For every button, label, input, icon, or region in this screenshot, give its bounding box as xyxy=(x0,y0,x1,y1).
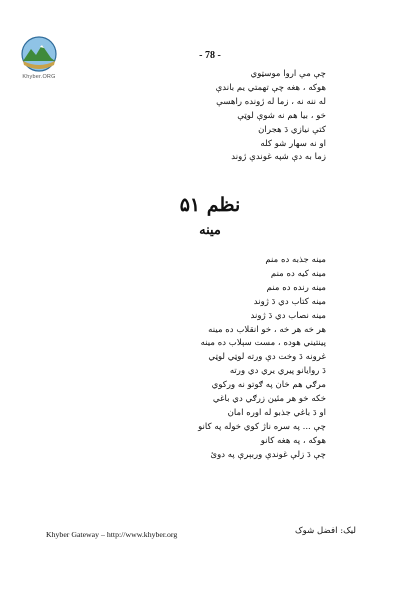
stanza-main xyxy=(198,254,326,463)
footer-author: ليک: افضل شوک xyxy=(294,526,356,536)
verse-line: او دَ باغي جذبو له اوره امان xyxy=(227,407,326,418)
poem-title: نظم ۵۱ xyxy=(179,194,241,216)
verse-line: هوکه ، هغه چې تهمتي يم باندې xyxy=(215,82,326,93)
verse-line: مرګي هم خان په ګوتو نه ورکوي xyxy=(211,380,326,391)
verse-line: خکه خو هر مئين زرګي دي باغي xyxy=(212,394,326,405)
footer-source: Khyber Gateway – http://www.khyber.org xyxy=(46,530,178,539)
verse-line: مينه کيه ده منم xyxy=(270,268,326,279)
verse-line: مينه نصاب دي دَ ژوند xyxy=(250,310,326,321)
page-number: - 78 - xyxy=(199,50,221,61)
verse-line: مينه جذبه ده منم xyxy=(265,255,326,265)
verse-line: هوکه ، په هغه کانو xyxy=(260,435,326,446)
verse-line: چې ... په سره ناژ کوي خوله په کانو xyxy=(198,421,326,432)
verse-line: او نه سهار شو کله xyxy=(260,138,326,149)
poem-subtitle: مينه xyxy=(199,223,221,238)
verse-line: له ننه نه ، زما له ژونده راهسې xyxy=(216,96,326,107)
verse-line: چې دَ زلې غوندې وربېرې په دوئ xyxy=(210,449,326,460)
verse-line: چې مې اروا موسټوي xyxy=(250,69,326,79)
stanza-top xyxy=(216,68,326,165)
verse-line: غرونه دَ وخت دې ورته لوټي لوټي xyxy=(208,352,326,363)
verse-line: دَ روايانو پيري يري دي ورته xyxy=(229,366,326,377)
verse-line: پينتيني هوده ، مست سېلاب ده مينه xyxy=(200,338,326,349)
verse-line: کتې نيازي دَ هجران xyxy=(258,124,326,135)
logo-text: Khyber.ORG xyxy=(22,74,56,80)
verse-line: مينه رنده ده منم xyxy=(266,282,326,293)
verse-line: خو ، بيا هم نه شوې لوټې xyxy=(237,110,326,121)
verse-line: مينه کتاب دي دَ ژوند xyxy=(253,296,326,307)
verse-line: هر خه هر خه ، خو انقلاب ده مينه xyxy=(208,324,326,335)
verse-line: زما به دې شپه غوندې ژوند xyxy=(231,152,326,163)
